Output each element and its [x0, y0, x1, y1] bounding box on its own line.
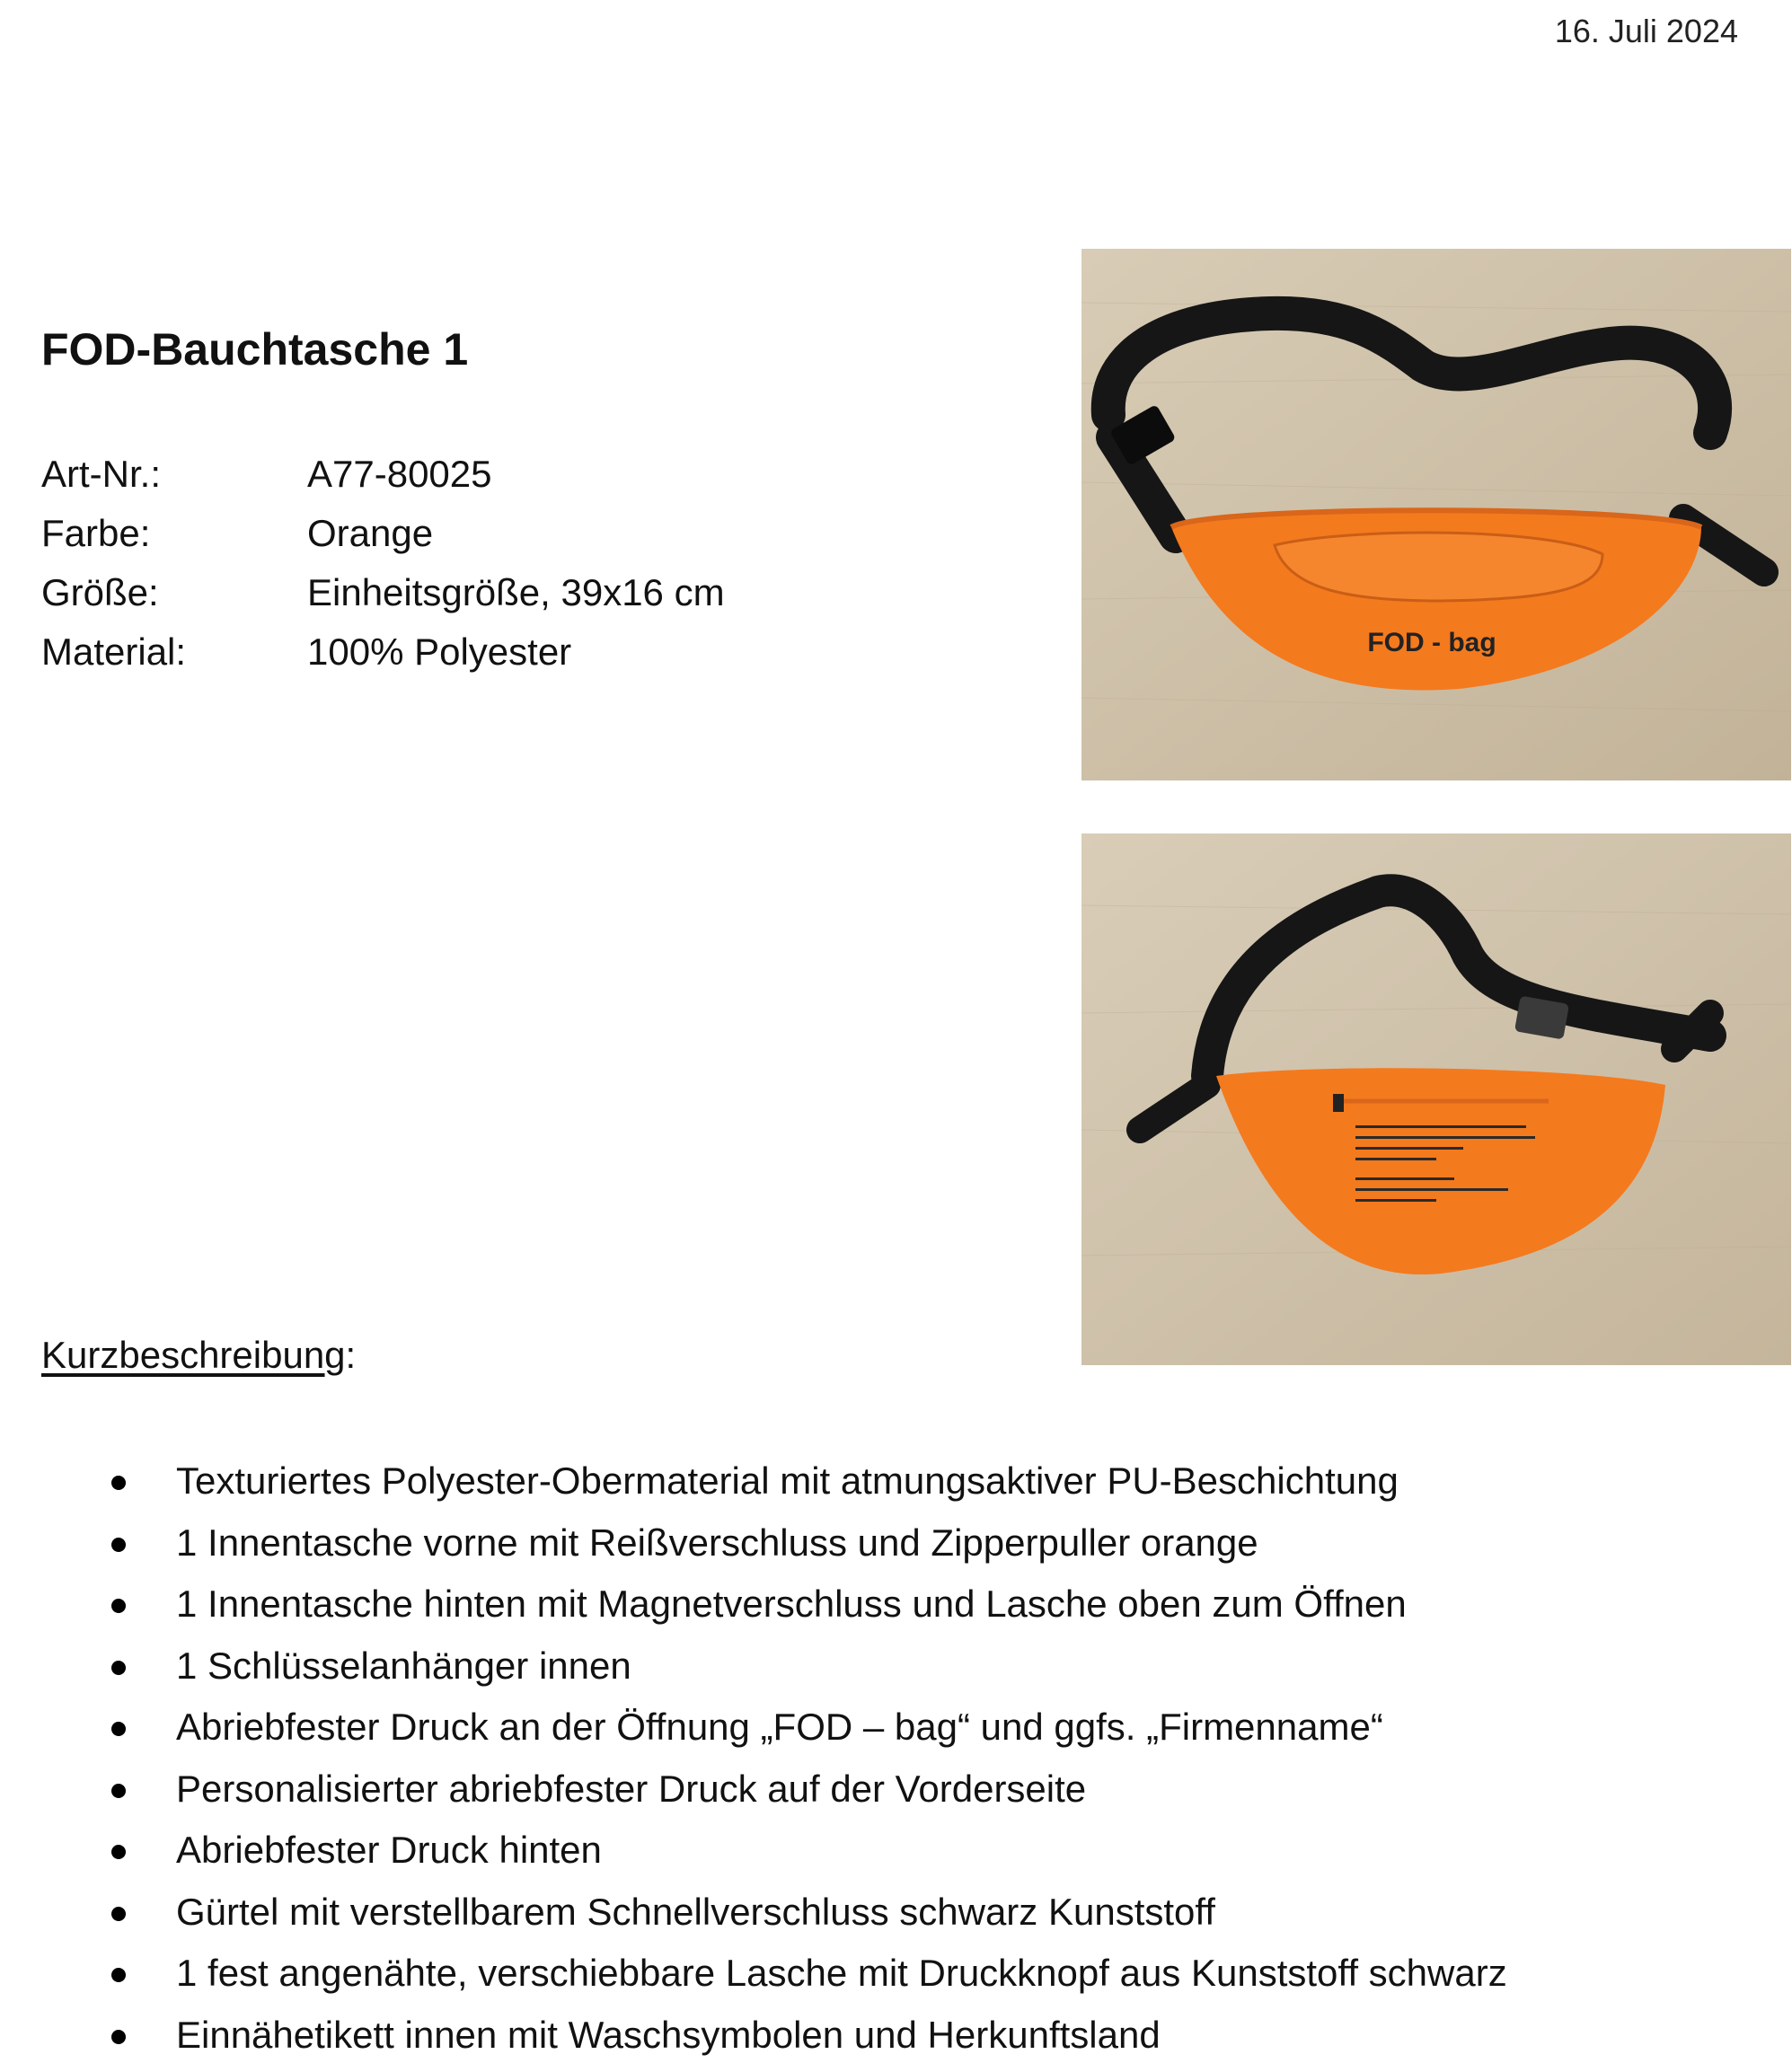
- description-heading: [41, 1334, 356, 1377]
- description-heading-colon: :: [345, 1334, 357, 1376]
- spec-label: Material:: [41, 630, 187, 673]
- list-item: Einnähetikett innen mit Waschsymbolen und Herkunftsland: [108, 2005, 1507, 2067]
- spec-value: A77-80025: [307, 453, 492, 495]
- spec-row-groesse: [41, 563, 725, 622]
- product-photo-front: [1081, 249, 1791, 780]
- list-item: 1 Schlüsselanhänger innen: [108, 1636, 1507, 1697]
- spec-table: [41, 445, 725, 682]
- spec-label: Art-Nr.:: [41, 453, 161, 495]
- list-item: 1 Innentasche hinten mit Magnetverschluss und Lasche oben zum Öffnen: [108, 1574, 1507, 1636]
- product-photo-back: [1081, 833, 1791, 1365]
- list-item: Abriebfester Druck an der Öffnung „FOD – bag“ und ggfs. „Firmenname“: [108, 1697, 1507, 1759]
- spec-label: Farbe:: [41, 512, 151, 554]
- list-item: Personalisierter abriebfester Druck auf der Vorderseite: [108, 1759, 1507, 1821]
- fanny-pack-front-photo-icon: [1081, 249, 1791, 780]
- feature-list: [108, 1450, 1507, 2066]
- document-date: 16. Juli 2024: [1554, 13, 1738, 49]
- spec-row-farbe: [41, 504, 725, 563]
- description-heading-text: Kurzbeschreibung: [41, 1334, 346, 1376]
- bag-print-text: FOD - bag: [1367, 628, 1496, 657]
- spec-row-art-nr: [41, 445, 725, 504]
- list-item: Gürtel mit verstellbarem Schnellverschluss schwarz Kunststoff: [108, 1882, 1507, 1944]
- spec-row-material: [41, 622, 725, 682]
- spec-value: 100% Polyester: [307, 630, 572, 673]
- fanny-pack-back-photo-icon: [1081, 833, 1791, 1365]
- product-title: FOD-Bauchtasche 1: [41, 324, 469, 375]
- spec-value: Orange: [307, 512, 434, 554]
- list-item: 1 fest angenähte, verschiebbare Lasche mit Druckknopf aus Kunststoff schwarz: [108, 1943, 1507, 2005]
- list-item: Texturiertes Polyester-Obermaterial mit atmungsaktiver PU-Beschichtung: [108, 1450, 1507, 1512]
- list-item: Abriebfester Druck hinten: [108, 1820, 1507, 1882]
- spec-label: Größe:: [41, 571, 159, 613]
- list-item: 1 Innentasche vorne mit Reißverschluss und Zipperpuller orange: [108, 1512, 1507, 1574]
- spec-value: Einheitsgröße, 39x16 cm: [307, 571, 725, 613]
